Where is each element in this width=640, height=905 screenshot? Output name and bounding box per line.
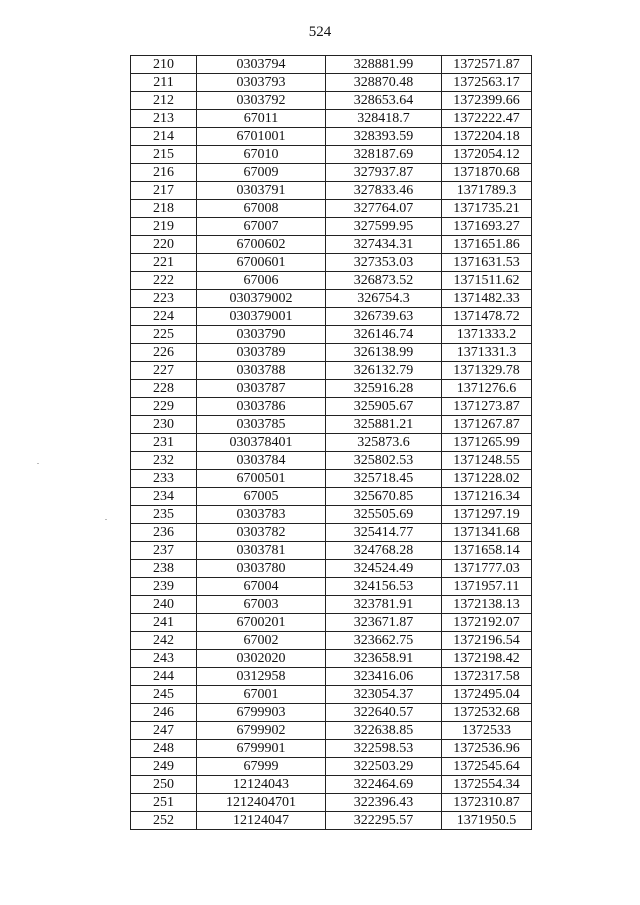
point-id-cell: 0303794 <box>197 56 326 74</box>
point-number-cell: 220 <box>131 236 197 254</box>
coordinate-y-cell: 1372138.13 <box>442 596 532 614</box>
point-id-cell: 0303792 <box>197 92 326 110</box>
coordinate-y-cell: 1371297.19 <box>442 506 532 524</box>
table-row <box>131 488 532 506</box>
coordinate-x-cell: 324768.28 <box>326 542 442 560</box>
point-number-cell: 241 <box>131 614 197 632</box>
point-id-cell: 6700201 <box>197 614 326 632</box>
point-number-cell: 210 <box>131 56 197 74</box>
point-number-cell: 250 <box>131 776 197 794</box>
point-number-cell: 217 <box>131 182 197 200</box>
coordinate-y-cell: 1371267.87 <box>442 416 532 434</box>
coordinate-x-cell: 322503.29 <box>326 758 442 776</box>
point-id-cell: 0303793 <box>197 74 326 92</box>
point-id-cell: 67001 <box>197 686 326 704</box>
coordinate-x-cell: 325916.28 <box>326 380 442 398</box>
table-row <box>131 560 532 578</box>
point-number-cell: 245 <box>131 686 197 704</box>
point-number-cell: 216 <box>131 164 197 182</box>
coordinate-y-cell: 1372054.12 <box>442 146 532 164</box>
point-id-cell: 6799902 <box>197 722 326 740</box>
coordinate-y-cell: 1371248.55 <box>442 452 532 470</box>
table-row <box>131 776 532 794</box>
coordinate-y-cell: 1372545.64 <box>442 758 532 776</box>
coordinate-y-cell: 1371216.34 <box>442 488 532 506</box>
point-id-cell: 67011 <box>197 110 326 128</box>
table-row <box>131 74 532 92</box>
coordinate-x-cell: 325802.53 <box>326 452 442 470</box>
coordinate-y-cell: 1371735.21 <box>442 200 532 218</box>
coordinate-x-cell: 328870.48 <box>326 74 442 92</box>
coordinate-x-cell: 328653.64 <box>326 92 442 110</box>
coordinate-y-cell: 1372495.04 <box>442 686 532 704</box>
coordinate-x-cell: 328393.59 <box>326 128 442 146</box>
point-id-cell: 1212404701 <box>197 794 326 812</box>
coordinate-x-cell: 322638.85 <box>326 722 442 740</box>
point-id-cell: 0312958 <box>197 668 326 686</box>
coordinate-y-cell: 1371478.72 <box>442 308 532 326</box>
point-number-cell: 239 <box>131 578 197 596</box>
point-number-cell: 240 <box>131 596 197 614</box>
point-number-cell: 225 <box>131 326 197 344</box>
point-id-cell: 6700601 <box>197 254 326 272</box>
coordinate-x-cell: 322464.69 <box>326 776 442 794</box>
coordinate-y-cell: 1371651.86 <box>442 236 532 254</box>
coordinate-y-cell: 1371777.03 <box>442 560 532 578</box>
point-number-cell: 213 <box>131 110 197 128</box>
table-row <box>131 740 532 758</box>
point-number-cell: 247 <box>131 722 197 740</box>
coordinate-y-cell: 1372198.42 <box>442 650 532 668</box>
point-number-cell: 244 <box>131 668 197 686</box>
table-row <box>131 290 532 308</box>
table-row <box>131 758 532 776</box>
point-id-cell: 6799903 <box>197 704 326 722</box>
point-number-cell: 223 <box>131 290 197 308</box>
table-row <box>131 146 532 164</box>
table-row <box>131 254 532 272</box>
coordinate-y-cell: 1371273.87 <box>442 398 532 416</box>
point-id-cell: 0303783 <box>197 506 326 524</box>
scan-speck <box>37 463 39 464</box>
table-row <box>131 380 532 398</box>
coordinate-y-cell: 1371789.3 <box>442 182 532 200</box>
coordinate-y-cell: 1371950.5 <box>442 812 532 830</box>
point-id-cell: 6700602 <box>197 236 326 254</box>
table-row <box>131 794 532 812</box>
coordinate-x-cell: 325414.77 <box>326 524 442 542</box>
coordinate-x-cell: 327764.07 <box>326 200 442 218</box>
point-number-cell: 215 <box>131 146 197 164</box>
point-number-cell: 233 <box>131 470 197 488</box>
coordinate-y-cell: 1372571.87 <box>442 56 532 74</box>
point-number-cell: 228 <box>131 380 197 398</box>
point-number-cell: 231 <box>131 434 197 452</box>
table-row <box>131 632 532 650</box>
coordinate-x-cell: 328418.7 <box>326 110 442 128</box>
coordinate-y-cell: 1372563.17 <box>442 74 532 92</box>
coordinate-x-cell: 323662.75 <box>326 632 442 650</box>
point-id-cell: 67003 <box>197 596 326 614</box>
point-id-cell: 0303781 <box>197 542 326 560</box>
point-id-cell: 67002 <box>197 632 326 650</box>
coordinates-table-body <box>131 56 532 830</box>
coordinate-y-cell: 1371693.27 <box>442 218 532 236</box>
point-number-cell: 243 <box>131 650 197 668</box>
point-id-cell: 12124047 <box>197 812 326 830</box>
table-row <box>131 416 532 434</box>
point-id-cell: 0303784 <box>197 452 326 470</box>
coordinate-y-cell: 1372399.66 <box>442 92 532 110</box>
coordinate-x-cell: 326138.99 <box>326 344 442 362</box>
coordinate-x-cell: 322640.57 <box>326 704 442 722</box>
table-row <box>131 362 532 380</box>
coordinate-x-cell: 325881.21 <box>326 416 442 434</box>
coordinate-y-cell: 1371511.62 <box>442 272 532 290</box>
coordinate-x-cell: 322295.57 <box>326 812 442 830</box>
page-number: 524 <box>308 24 332 40</box>
coordinate-x-cell: 327434.31 <box>326 236 442 254</box>
point-id-cell: 67005 <box>197 488 326 506</box>
point-id-cell: 67009 <box>197 164 326 182</box>
coordinate-x-cell: 323781.91 <box>326 596 442 614</box>
table-row <box>131 200 532 218</box>
point-id-cell: 030378401 <box>197 434 326 452</box>
coordinate-x-cell: 328881.99 <box>326 56 442 74</box>
point-id-cell: 0303788 <box>197 362 326 380</box>
table-row <box>131 704 532 722</box>
table-row <box>131 326 532 344</box>
coordinate-y-cell: 1372204.18 <box>442 128 532 146</box>
table-row <box>131 164 532 182</box>
coordinate-x-cell: 328187.69 <box>326 146 442 164</box>
point-id-cell: 0303782 <box>197 524 326 542</box>
coordinate-y-cell: 1372192.07 <box>442 614 532 632</box>
point-number-cell: 232 <box>131 452 197 470</box>
coordinate-x-cell: 326132.79 <box>326 362 442 380</box>
coordinate-x-cell: 324524.49 <box>326 560 442 578</box>
point-number-cell: 221 <box>131 254 197 272</box>
point-number-cell: 236 <box>131 524 197 542</box>
point-number-cell: 226 <box>131 344 197 362</box>
point-number-cell: 246 <box>131 704 197 722</box>
coordinate-x-cell: 327833.46 <box>326 182 442 200</box>
point-id-cell: 0302020 <box>197 650 326 668</box>
table-row <box>131 722 532 740</box>
point-id-cell: 6701001 <box>197 128 326 146</box>
coordinate-y-cell: 1371329.78 <box>442 362 532 380</box>
table-row <box>131 128 532 146</box>
point-number-cell: 219 <box>131 218 197 236</box>
point-id-cell: 0303787 <box>197 380 326 398</box>
point-id-cell: 0303786 <box>197 398 326 416</box>
coordinate-x-cell: 323671.87 <box>326 614 442 632</box>
coordinate-x-cell: 326146.74 <box>326 326 442 344</box>
coordinate-x-cell: 325505.69 <box>326 506 442 524</box>
point-id-cell: 0303785 <box>197 416 326 434</box>
coordinate-x-cell: 325873.6 <box>326 434 442 452</box>
coordinate-x-cell: 325718.45 <box>326 470 442 488</box>
table-row <box>131 344 532 362</box>
point-id-cell: 030379002 <box>197 290 326 308</box>
table-row <box>131 596 532 614</box>
coordinate-x-cell: 326739.63 <box>326 308 442 326</box>
coordinate-y-cell: 1371331.3 <box>442 344 532 362</box>
table-row <box>131 218 532 236</box>
coordinate-x-cell: 325670.85 <box>326 488 442 506</box>
coordinate-x-cell: 324156.53 <box>326 578 442 596</box>
coordinate-y-cell: 1372222.47 <box>442 110 532 128</box>
coordinate-y-cell: 1371276.6 <box>442 380 532 398</box>
table-row <box>131 542 532 560</box>
table-row <box>131 650 532 668</box>
point-id-cell: 0303789 <box>197 344 326 362</box>
table-row <box>131 308 532 326</box>
point-number-cell: 237 <box>131 542 197 560</box>
coordinate-x-cell: 322598.53 <box>326 740 442 758</box>
point-number-cell: 214 <box>131 128 197 146</box>
point-id-cell: 67999 <box>197 758 326 776</box>
table-row <box>131 110 532 128</box>
point-number-cell: 222 <box>131 272 197 290</box>
point-number-cell: 224 <box>131 308 197 326</box>
coordinate-x-cell: 327599.95 <box>326 218 442 236</box>
point-number-cell: 252 <box>131 812 197 830</box>
table-row <box>131 434 532 452</box>
point-number-cell: 212 <box>131 92 197 110</box>
table-row <box>131 272 532 290</box>
point-id-cell: 6700501 <box>197 470 326 488</box>
coordinate-y-cell: 1372536.96 <box>442 740 532 758</box>
coordinate-y-cell: 1372554.34 <box>442 776 532 794</box>
coordinate-y-cell: 1372317.58 <box>442 668 532 686</box>
point-id-cell: 67010 <box>197 146 326 164</box>
coordinate-y-cell: 1371870.68 <box>442 164 532 182</box>
coordinate-y-cell: 1371265.99 <box>442 434 532 452</box>
table-row <box>131 182 532 200</box>
point-id-cell: 12124043 <box>197 776 326 794</box>
point-number-cell: 229 <box>131 398 197 416</box>
point-id-cell: 67007 <box>197 218 326 236</box>
point-id-cell: 0303791 <box>197 182 326 200</box>
point-id-cell: 030379001 <box>197 308 326 326</box>
point-number-cell: 227 <box>131 362 197 380</box>
table-row <box>131 236 532 254</box>
point-number-cell: 242 <box>131 632 197 650</box>
coordinate-x-cell: 323054.37 <box>326 686 442 704</box>
scan-speck <box>105 519 107 520</box>
point-id-cell: 0303780 <box>197 560 326 578</box>
coordinate-y-cell: 1371631.53 <box>442 254 532 272</box>
coordinate-x-cell: 327353.03 <box>326 254 442 272</box>
table-row <box>131 812 532 830</box>
point-id-cell: 67006 <box>197 272 326 290</box>
point-number-cell: 218 <box>131 200 197 218</box>
coordinate-y-cell: 1371658.14 <box>442 542 532 560</box>
table-row <box>131 686 532 704</box>
table-row <box>131 56 532 74</box>
table-row <box>131 506 532 524</box>
point-id-cell: 6799901 <box>197 740 326 758</box>
point-number-cell: 234 <box>131 488 197 506</box>
table-row <box>131 614 532 632</box>
coordinates-table <box>130 55 532 830</box>
coordinate-x-cell: 326873.52 <box>326 272 442 290</box>
coordinate-y-cell: 1371482.33 <box>442 290 532 308</box>
point-number-cell: 230 <box>131 416 197 434</box>
coordinate-y-cell: 1372533 <box>442 722 532 740</box>
table-row <box>131 92 532 110</box>
point-number-cell: 249 <box>131 758 197 776</box>
point-number-cell: 238 <box>131 560 197 578</box>
coordinate-x-cell: 327937.87 <box>326 164 442 182</box>
coordinate-y-cell: 1371228.02 <box>442 470 532 488</box>
coordinate-y-cell: 1371341.68 <box>442 524 532 542</box>
coordinate-x-cell: 323658.91 <box>326 650 442 668</box>
table-row <box>131 524 532 542</box>
table-row <box>131 578 532 596</box>
point-number-cell: 248 <box>131 740 197 758</box>
point-id-cell: 67008 <box>197 200 326 218</box>
point-id-cell: 0303790 <box>197 326 326 344</box>
point-number-cell: 235 <box>131 506 197 524</box>
coordinate-y-cell: 1371957.11 <box>442 578 532 596</box>
table-row <box>131 452 532 470</box>
table-row <box>131 668 532 686</box>
table-row <box>131 398 532 416</box>
point-number-cell: 211 <box>131 74 197 92</box>
coordinate-x-cell: 326754.3 <box>326 290 442 308</box>
coordinate-x-cell: 323416.06 <box>326 668 442 686</box>
coordinate-x-cell: 322396.43 <box>326 794 442 812</box>
coordinate-y-cell: 1372532.68 <box>442 704 532 722</box>
coordinate-y-cell: 1372310.87 <box>442 794 532 812</box>
table-row <box>131 470 532 488</box>
coordinate-x-cell: 325905.67 <box>326 398 442 416</box>
coordinate-y-cell: 1372196.54 <box>442 632 532 650</box>
coordinate-y-cell: 1371333.2 <box>442 326 532 344</box>
point-id-cell: 67004 <box>197 578 326 596</box>
point-number-cell: 251 <box>131 794 197 812</box>
